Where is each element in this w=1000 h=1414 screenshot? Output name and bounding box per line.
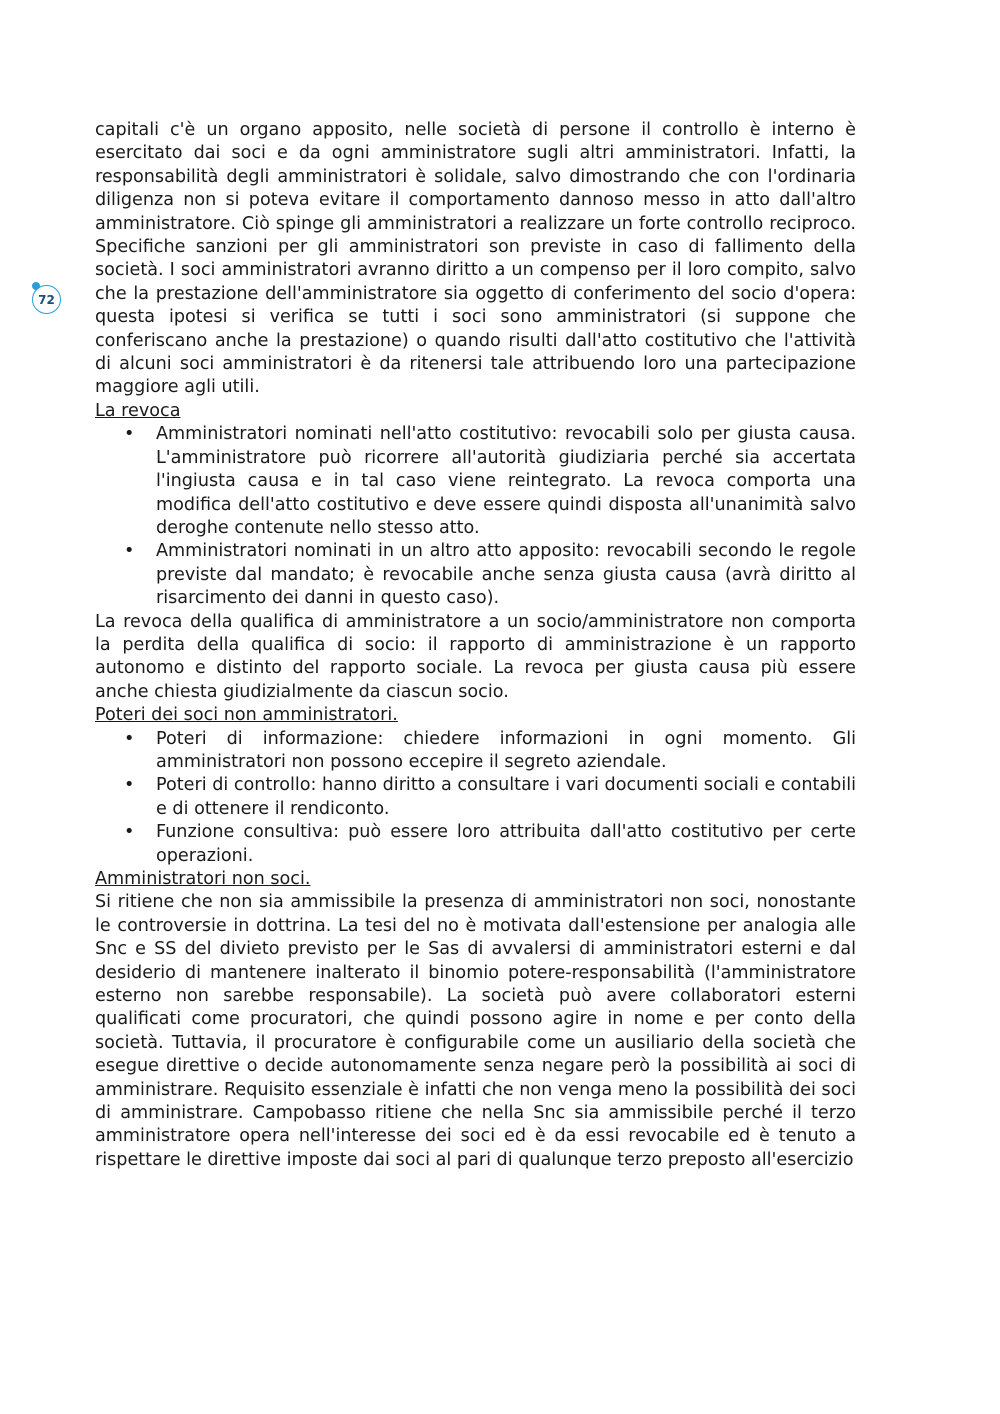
non-soci-heading: Amministratori non soci. bbox=[95, 869, 311, 889]
revoca-paragraph: La revoca della qualifica di amministratore a un socio/amministratore non comporta la perdita della qualifica di socio: il rapporto di amministrazione è un rapporto autonomo e distinto del rapporto sociale. La revoca per giusta causa più essere anche chiesta giudizialmente da ciascun socio. bbox=[95, 611, 856, 702]
list-item bbox=[124, 423, 856, 540]
bullet-icon: • bbox=[124, 728, 135, 749]
bullet-icon: • bbox=[124, 775, 135, 796]
list-item-text: Funzione consultiva: può essere loro attribuita dall'atto costitutivo per certe operazioni. bbox=[156, 822, 856, 866]
document-body bbox=[95, 119, 856, 1172]
poteri-heading: Poteri dei soci non amministratori. bbox=[95, 705, 398, 726]
list-item bbox=[124, 821, 856, 868]
revoca-heading: La revoca bbox=[95, 400, 181, 421]
non-soci-paragraph: Si ritiene che non sia ammissibile la presenza di amministratori non soci, nonostante le controversie in dottrina. La tesi del no è motivata dall'estensione per analogia alle Snc e SS del divieto previsto per le Sas di avvalersi di amministratori esterni e dal desiderio di mantenere inalterato il binomio potere-responsabilità (l'amministratore esterno non sarebbe responsabile). La società può avere collaboratori esterni qualificati come procuratori, che quindi possono agire in nome e per conto della società. Tuttavia, il procuratore è configurabile come un ausiliario della società che esegue direttive o decide autonomamente senza negare però la possibilità ai soci di amministrare. Requisito essenziale è infatti che non venga meno la possibilità dei soci di amministrare. Campobasso ritiene che nella Snc sia ammissibile perché il terzo amministratore opera nell'interesse dei soci ed è da essi revocabile ed è tenuto a rispettare le direttive imposte dai soci al pari di qualunque terzo preposto all'esercizio bbox=[95, 892, 856, 1170]
page-number-badge bbox=[32, 285, 61, 314]
list-item-text: Amministratori nominati in un altro atto apposito: revocabili secondo le regole previste dal mandato; è revocabile anche senza giusta causa (avrà diritto al risarcimento dei danni in questo caso). bbox=[156, 541, 856, 609]
page-number: 72 bbox=[38, 292, 55, 307]
bullet-icon: • bbox=[124, 822, 135, 843]
bullet-icon: • bbox=[124, 541, 135, 562]
list-item-text: Poteri di controllo: hanno diritto a consultare i vari documenti sociali e contabili e di ottenere il rendiconto. bbox=[156, 775, 856, 819]
list-item bbox=[124, 540, 856, 610]
intro-paragraph: capitali c'è un organo apposito, nelle società di persone il controllo è interno è esercitato dai soci e da ogni amministratore sugli altri amministratori. Infatti, la responsabilità degli amministratori è solidale, salvo dimostrando che con l'ordinaria diligenza non si poteva evitare il comportamento dannoso messo in atto dall'altro amministratore. Ciò spinge gli amministratori a realizzare un forte controllo reciproco. Specifiche sanzioni per gli amministratori son previste in caso di fallimento della società. I soci amministratori avranno diritto a un compenso per il loro compito, salvo che la prestazione dell'amministratore sia oggetto di conferimento del socio d'opera: questa ipotesi si verifica se tutti i soci sono amministratori (si suppone che conferiscano anche la prestazione) o quando risulti dall'atto costitutivo che l'attività di alcuni soci amministratori è da ritenersi tale attribuendo loro una partecipazione maggiore agli utili. bbox=[95, 120, 856, 398]
revoca-list bbox=[95, 423, 856, 610]
poteri-list bbox=[95, 728, 856, 868]
bullet-icon: • bbox=[124, 424, 135, 445]
list-item bbox=[124, 728, 856, 775]
list-item bbox=[124, 774, 856, 821]
list-item-text: Poteri di informazione: chiedere informazioni in ogni momento. Gli amministratori non possono eccepire il segreto aziendale. bbox=[156, 728, 856, 772]
list-item-text: Amministratori nominati nell'atto costitutivo: revocabili solo per giusta causa. L'amministratore può ricorrere all'autorità giudiziaria perché sia accertata l'ingiusta causa e in tal caso viene reintegrato. La revoca comporta una modifica dell'atto costitutivo e deve essere quindi disposta all'unanimità salvo deroghe contenute nello stesso atto. bbox=[156, 424, 856, 538]
